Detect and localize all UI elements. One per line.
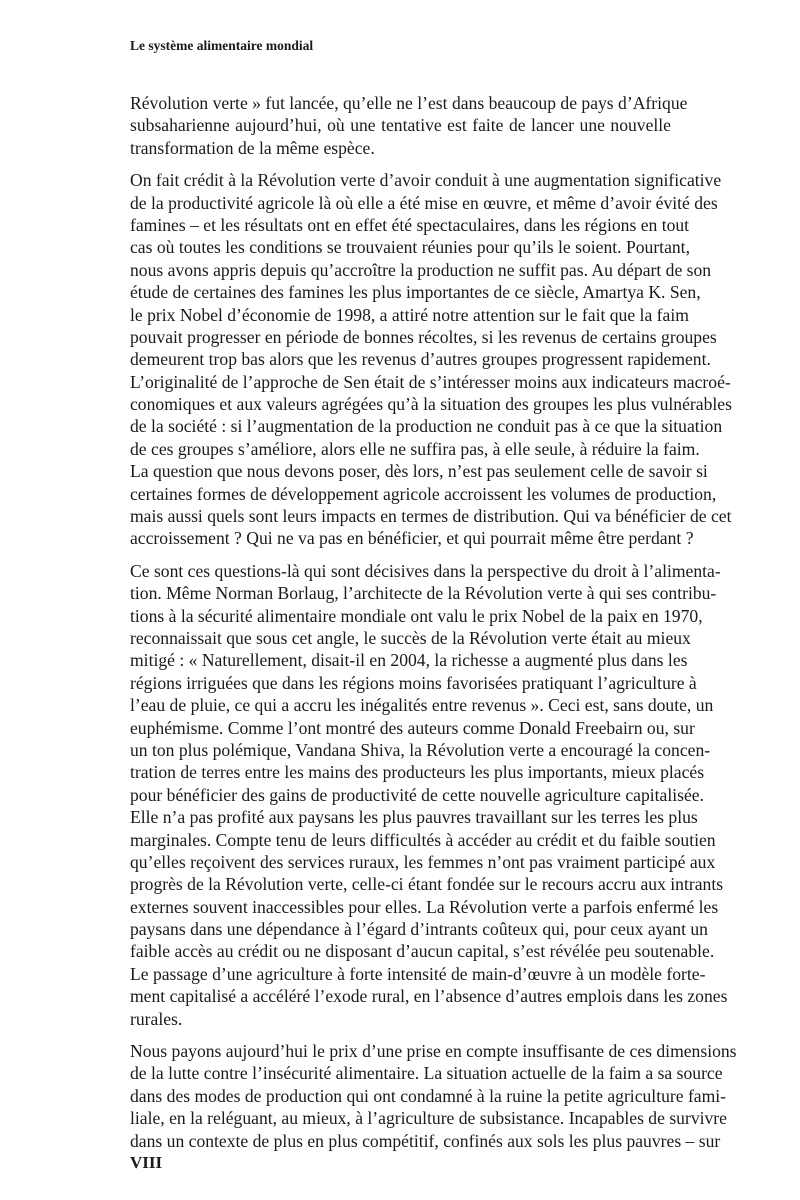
text-line: dans des modes de production qui ont condamné à la ruine la petite agriculture fami- xyxy=(130,1085,727,1106)
text-line: euphémisme. Comme l’ont montré des auteurs comme Donald Freebairn ou, sur xyxy=(130,717,695,738)
paragraph xyxy=(130,560,728,1030)
text-line: subsaharienne aujourd’hui, où une tentative est faite de lancer une nouvelle xyxy=(130,115,671,136)
text-line: Nous payons aujourd’hui le prix d’une prise en compte insuffisante de ces dimensions xyxy=(130,1041,737,1062)
text-line: La question que nous devons poser, dès lors, n’est pas seulement celle de savoir si xyxy=(130,461,708,482)
text-line: régions irriguées que dans les régions moins favorisées pratiquant l’agriculture à xyxy=(130,672,697,693)
text-line: liale, en la reléguant, au mieux, à l’agriculture de subsistance. Incapables de survivre xyxy=(130,1108,727,1129)
text-line: externes souvent inaccessibles pour elles. La Révolution verte a parfois enfermé les xyxy=(130,896,719,917)
text-line: de la productivité agricole là où elle a été mise en œuvre, et même d’avoir évité des xyxy=(130,192,718,213)
text-line: le prix Nobel d’économie de 1998, a attiré notre attention sur le fait que la faim xyxy=(130,304,689,325)
text-line: ment capitalisé a accéléré l’exode rural, en l’absence d’autres emplois dans les zones xyxy=(130,986,728,1007)
text-line: cas où toutes les conditions se trouvaient réunies pour qu’ils le soient. Pourtant, xyxy=(130,237,690,258)
paragraph xyxy=(130,169,732,550)
text-line: mitigé : « Naturellement, disait-il en 2004, la richesse a augmenté plus dans les xyxy=(130,650,688,671)
text-line: qu’elles reçoivent des services ruraux, les femmes n’ont pas vraiment participé aux xyxy=(130,851,716,872)
text-line: Ce sont ces questions-là qui sont décisives dans la perspective du droit à l’alimenta- xyxy=(130,560,721,581)
text-line: certaines formes de développement agricole accroissent les volumes de production, xyxy=(130,483,717,504)
text-line: Elle n’a pas profité aux paysans les plus pauvres travaillant sur les terres les plus xyxy=(130,807,698,828)
text-line: reconnaissait que sous cet angle, le succès de la Révolution verte était au mieux xyxy=(130,627,691,648)
text-line: dans un contexte de plus en plus compétitif, confinés aux sols les plus pauvres – sur xyxy=(130,1130,721,1151)
text-line: de la lutte contre l’insécurité alimentaire. La situation actuelle de la faim a sa source xyxy=(130,1063,723,1084)
text-line: étude de certaines des famines les plus importantes de ce siècle, Amartya K. Sen, xyxy=(130,282,701,303)
text-line: conomiques et aux valeurs agrégées qu’à la situation des groupes les plus vulnérables xyxy=(130,394,732,415)
text-line: pour bénéficier des gains de productivité de cette nouvelle agriculture capitalisée. xyxy=(130,784,704,805)
paragraph xyxy=(130,92,688,159)
text-line: de ces groupes s’améliore, alors elle ne suffira pas, à elle seule, à réduire la faim. xyxy=(130,438,700,459)
text-line: progrès de la Révolution verte, celle-ci étant fondée sur le recours accru aux intrants xyxy=(130,874,724,895)
text-line: Le passage d’une agriculture à forte intensité de main-d’œuvre à un modèle forte- xyxy=(130,963,706,984)
text-line: paysans dans une dépendance à l’égard d’intrants coûteux qui, pour ceux ayant un xyxy=(130,919,708,940)
text-line: Révolution verte » fut lancée, qu’elle ne l’est dans beaucoup de pays d’Afrique xyxy=(130,93,688,113)
text-line: transformation de la même espèce. xyxy=(130,137,375,158)
text-line: nous avons appris depuis qu’accroître la production ne suffit pas. Au départ de son xyxy=(130,259,712,280)
text-line: de la société : si l’augmentation de la production ne conduit pas à ce que la situation xyxy=(130,416,723,437)
text-line: mais aussi quels sont leurs impacts en termes de distribution. Qui va bénéficier de cet xyxy=(130,506,732,527)
text-line: tions à la sécurité alimentaire mondiale ont valu le prix Nobel de la paix en 1970, xyxy=(130,605,703,626)
text-line: l’eau de pluie, ce qui a accru les inégalités entre revenus ». Ceci est, sans doute, un xyxy=(130,695,714,716)
text-line: tration de terres entre les mains des producteurs les plus importants, mieux placés xyxy=(130,762,705,783)
text-line: marginales. Compte tenu de leurs difficultés à accéder au crédit et du faible soutien xyxy=(130,829,716,850)
body-text xyxy=(130,92,737,1162)
text-line: famines – et les résultats ont en effet été spectaculaires, dans les régions en tout xyxy=(130,214,690,235)
text-line: demeurent trop bas alors que les revenus d’autres groupes progressent rapidement. xyxy=(130,349,711,370)
text-line: L’originalité de l’approche de Sen était de s’intéresser moins aux indicateurs macroé- xyxy=(130,371,731,392)
text-line: tion. Même Norman Borlaug, l’architecte de la Révolution verte à qui ses contribu- xyxy=(130,583,717,604)
running-header: Le système alimentaire mondial xyxy=(130,38,314,53)
text-line: faible accès au crédit ou ne disposant d’aucun capital, s’est révélée peu soutenable. xyxy=(130,941,715,962)
text-line: accroissement ? Qui ne va pas en bénéficier, et qui pourrait même être perdant ? xyxy=(130,528,694,549)
text-line: On fait crédit à la Révolution verte d’avoir conduit à une augmentation significative xyxy=(130,170,722,191)
text-line: un ton plus polémique, Vandana Shiva, la Révolution verte a encouragé la concen- xyxy=(130,739,711,760)
text-line: pouvait progresser en période de bonnes récoltes, si les revenus de certains groupes xyxy=(130,326,717,347)
paragraph xyxy=(130,1040,737,1152)
text-line: rurales. xyxy=(130,1008,183,1029)
page-number: VIII xyxy=(130,1153,163,1172)
